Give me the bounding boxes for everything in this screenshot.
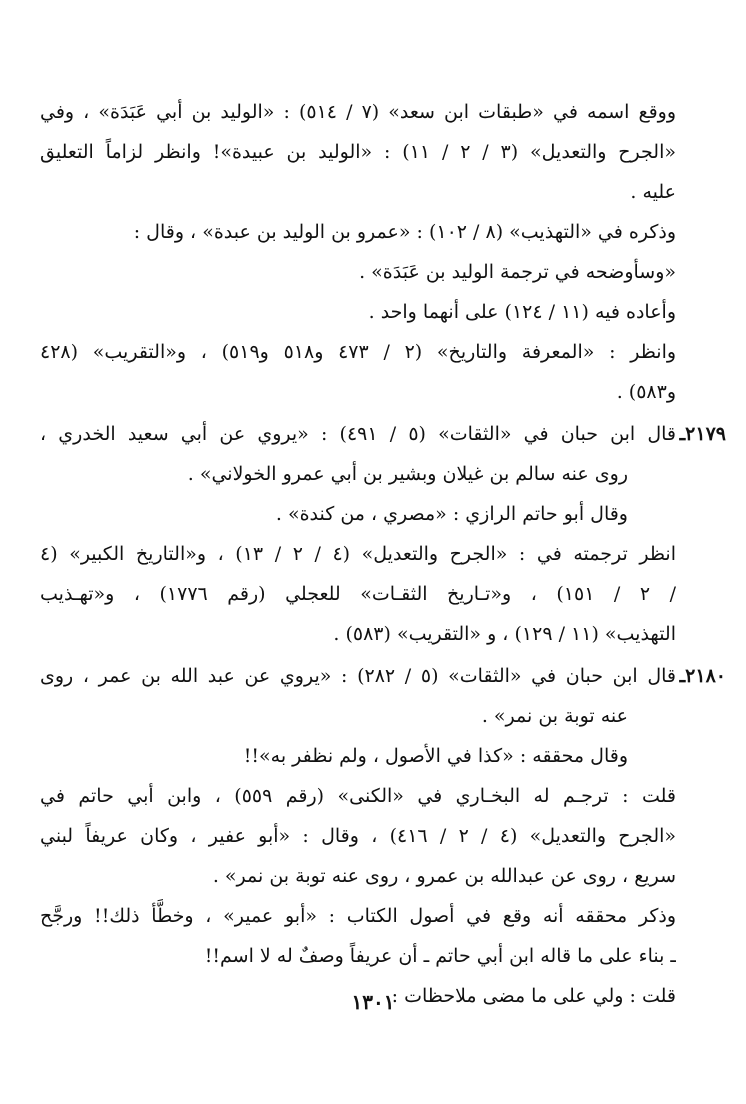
page-number: ١٣٠١ [351, 990, 395, 1014]
text-line-17: وقال محققه : «كذا في الأصول ، ولم نظفر به»!! [243, 745, 628, 767]
text-line-9: قال ابن حبان في «الثقات» (٥ / ٤٩١) : «يروي عن أبي سعيد الخدري ، [40, 423, 676, 445]
text-line-6: وأعاده فيه (١١ / ١٢٤) على أنهما واحد . [368, 301, 676, 323]
text-line-16: عنه توبة بن نمر» . [481, 705, 628, 727]
text-line-4: وذكره في «التهذيب» (٨ / ١٠٢) : «عمرو بن الوليد بن عبدة» ، وقال : [133, 221, 676, 243]
text-line-5: «وسأوضحه في ترجمة الوليد بن عَبَدَة» . [359, 261, 676, 283]
text-line-23: قلت : ولي على ما مضى ملاحظات : [391, 985, 676, 1007]
entry-number-2179: ٢١٧٩ـ [679, 423, 726, 445]
entry-number-2180: ٢١٨٠ـ [679, 665, 726, 687]
text-line-3: عليه . [630, 181, 676, 203]
text-line-18: قلت : ترجـم له البخـاري في «الكنى» (رقم ٥٥٩) ، وابن أبي حاتم في [40, 785, 676, 807]
text-line-8: و٥٨٣) . [616, 381, 676, 403]
text-line-1: ووقع اسمه في «طبقات ابن سعد» (٧ / ٥١٤) : «الوليد بن أبي عَبَدَة» ، وفي [40, 101, 676, 123]
text-line-11: وقال أبو حاتم الرازي : «مصري ، من كندة» . [275, 503, 628, 525]
text-line-22: ـ بناء على ما قاله ابن أبي حاتم ـ أن عريفاً وصفٌ له لا اسم!! [204, 945, 676, 967]
text-line-15: قال ابن حبان في «الثقات» (٥ / ٢٨٢) : «يروي عن عبد الله بن عمر ، روى [40, 665, 676, 687]
text-line-10: روى عنه سالم بن غيلان وبشير بن أبي عمرو الخولاني» . [187, 463, 628, 485]
text-line-2: «الجرح والتعديل» (٣ / ٢ / ١١) : «الوليد بن عبيدة»! وانظر لزاماً التعليق [40, 141, 676, 163]
text-line-12: انظر ترجمته في : «الجرح والتعديل» (٤ / ٢ / ١٣) ، و«التاريخ الكبير» (٤ [40, 543, 676, 565]
text-line-14: التهذيب» (١١ / ١٢٩) ، و «التقريب» (٥٨٣) . [333, 623, 676, 645]
text-line-21: وذكر محققه أنه وقع في أصول الكتاب : «أبو عمير» ، وخطَّأ ذلك!! ورجَّح [40, 905, 676, 927]
page-body [40, 92, 726, 1044]
text-line-13: / ٢ / ١٥١) ، و«تـاريخ الثقـات» للعجلي (رقم ١٧٧٦) ، و«تهـذيب [40, 583, 676, 605]
text-line-7: وانظر : «المعرفة والتاريخ» (٢ / ٤٧٣ و٥١٨ و٥١٩) ، و«التقريب» (٤٢٨ [40, 341, 676, 363]
text-line-19: «الجرح والتعديل» (٤ / ٢ / ٤١٦) ، وقال : «أبو عفير ، وكان عريفاً لبني [40, 825, 676, 847]
text-line-20: سريع ، روى عن عبدالله بن عمرو ، روى عنه توبة بن نمر» . [212, 865, 676, 887]
